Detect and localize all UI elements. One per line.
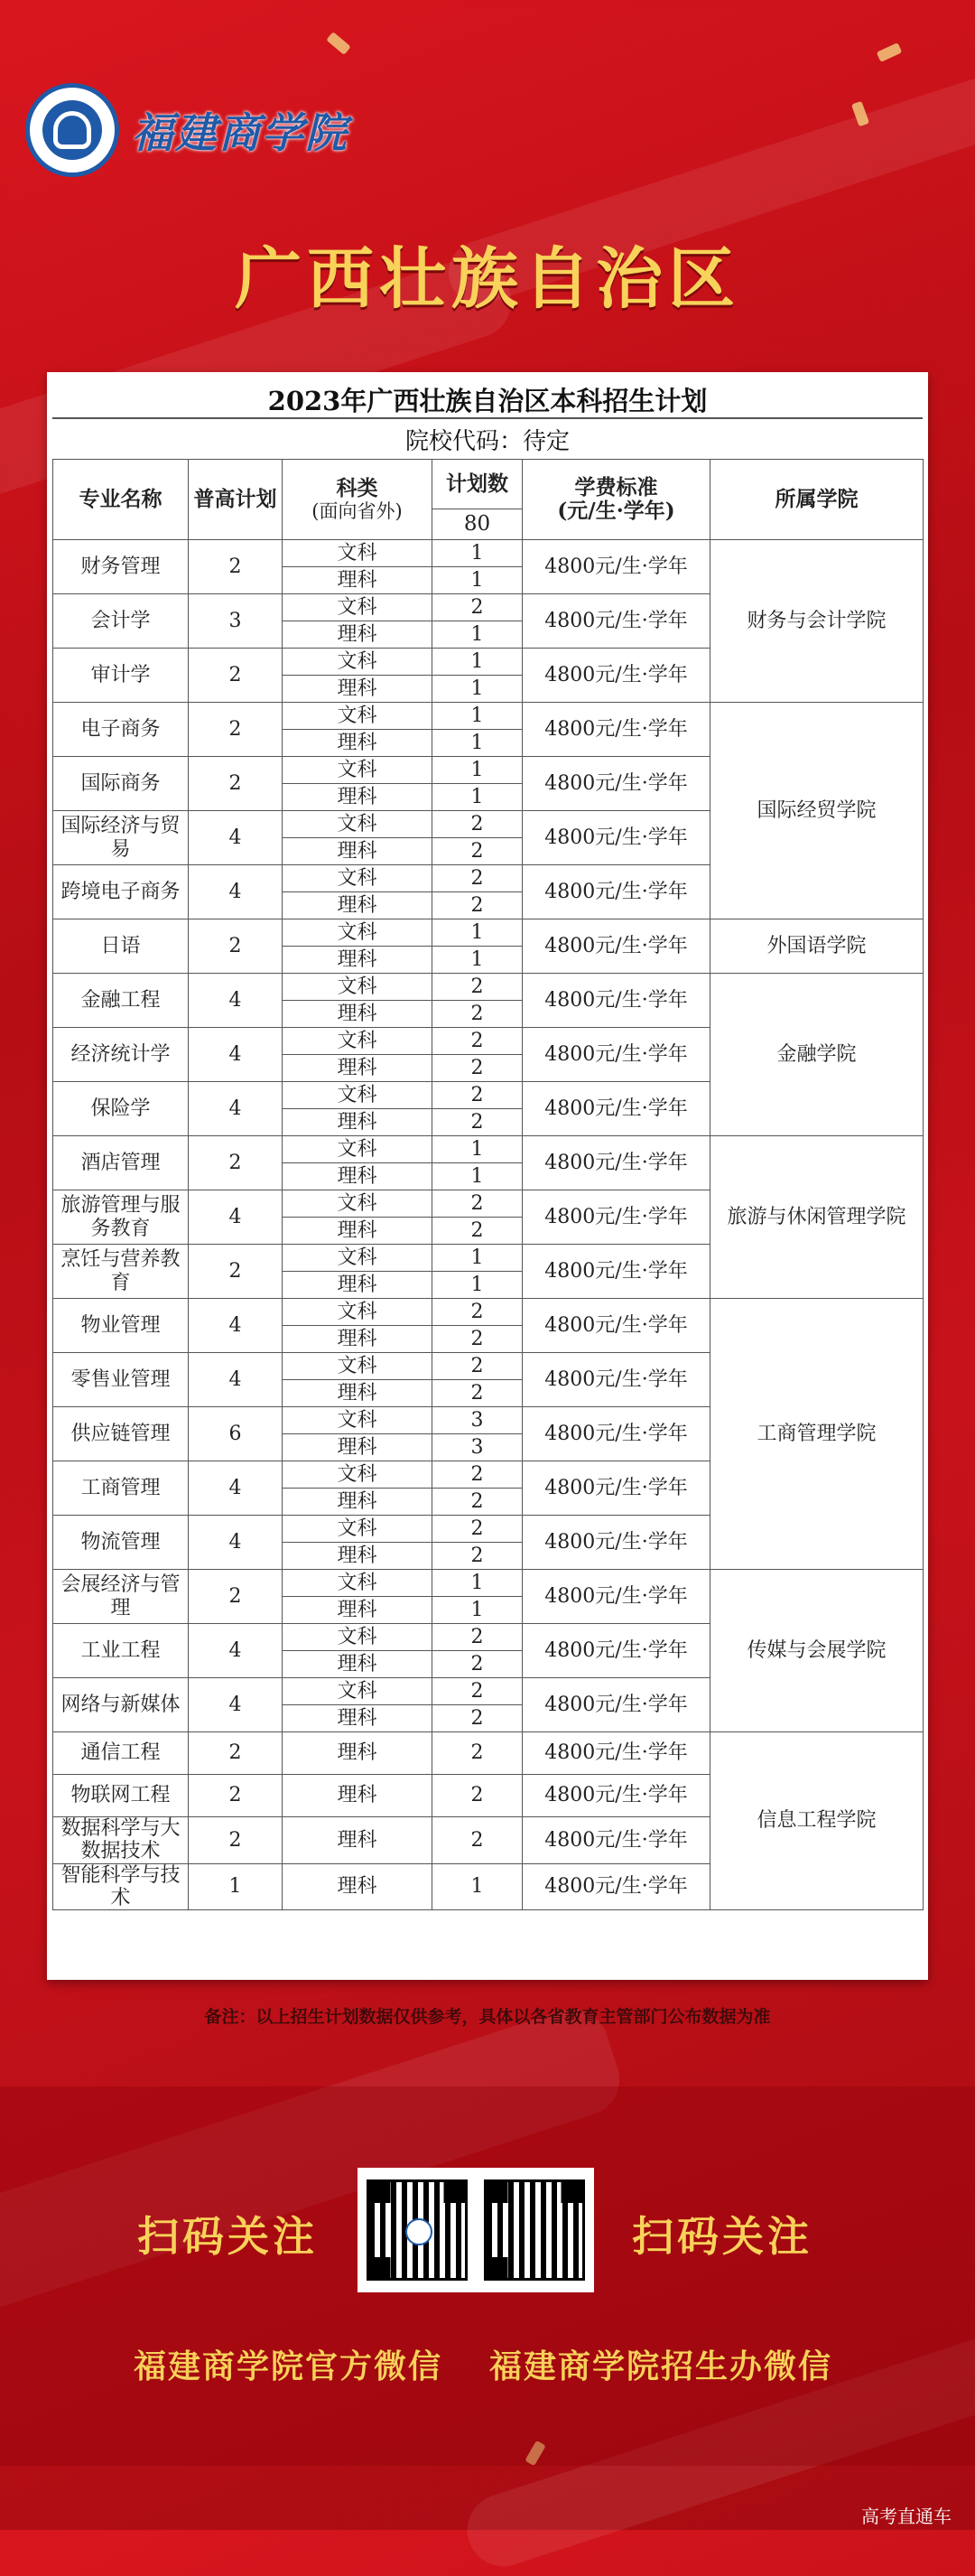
plan-count-cell: 2 [432, 1055, 523, 1082]
school-logo [25, 83, 348, 177]
tuition-cell: 4800元/生·学年 [523, 757, 710, 811]
plan-count-cell: 2 [432, 865, 523, 892]
major-name-cell: 供应链管理 [53, 1407, 189, 1461]
pugao-plan-cell: 4 [189, 1461, 283, 1516]
major-name-cell: 网络与新媒体 [53, 1678, 189, 1732]
pugao-plan-cell: 4 [189, 1082, 283, 1136]
category-cell: 理科 [283, 1272, 432, 1299]
plan-count-cell: 3 [432, 1407, 523, 1434]
qr-codes-panel [358, 2168, 594, 2292]
plan-count-cell: 2 [432, 1705, 523, 1732]
table-row [53, 974, 924, 1001]
category-cell: 文科 [283, 649, 432, 676]
major-name-cell: 零售业管理 [53, 1353, 189, 1407]
plan-count-cell: 2 [432, 1543, 523, 1570]
plan-count-cell: 2 [432, 974, 523, 1001]
confetti-decoration [326, 32, 351, 55]
major-name-cell: 通信工程 [53, 1732, 189, 1775]
major-name-cell: 日语 [53, 919, 189, 974]
plan-count-cell: 2 [432, 1353, 523, 1380]
header-category [283, 460, 432, 540]
plan-count-cell: 2 [432, 1678, 523, 1705]
tuition-cell: 4800元/生·学年 [523, 1299, 710, 1353]
pugao-plan-cell: 2 [189, 1245, 283, 1299]
plan-count-cell: 2 [432, 838, 523, 865]
category-cell: 理科 [283, 947, 432, 974]
tuition-cell: 4800元/生·学年 [523, 1732, 710, 1775]
scan-follow-left: 扫码关注 [137, 2212, 318, 2261]
category-cell: 文科 [283, 1082, 432, 1109]
major-name-cell: 国际经济与贸易 [53, 811, 189, 865]
plan-count-cell: 1 [432, 676, 523, 703]
disclaimer-note: 备注：以上招生计划数据仅供参考，具体以各省教育主管部门公布数据为准 [204, 2007, 771, 2027]
pugao-plan-cell: 2 [189, 757, 283, 811]
category-cell: 理科 [283, 1326, 432, 1353]
pugao-plan-cell: 4 [189, 974, 283, 1028]
plan-count-cell: 2 [432, 1326, 523, 1353]
plan-count-cell: 2 [432, 1817, 523, 1864]
category-cell: 文科 [283, 1190, 432, 1218]
plan-count-cell: 1 [432, 784, 523, 811]
category-cell: 理科 [283, 1732, 432, 1775]
college-cell: 财务与会计学院 [710, 540, 924, 703]
tuition-cell: 4800元/生·学年 [523, 1353, 710, 1407]
pugao-plan-cell: 4 [189, 1624, 283, 1678]
plan-count-cell: 3 [432, 1434, 523, 1461]
pugao-plan-cell: 4 [189, 1028, 283, 1082]
plan-count-cell: 1 [432, 919, 523, 947]
tuition-cell: 4800元/生·学年 [523, 1082, 710, 1136]
category-cell: 理科 [283, 1597, 432, 1624]
plan-count-cell: 1 [432, 567, 523, 594]
tuition-cell: 4800元/生·学年 [523, 1775, 710, 1817]
plan-count-cell: 1 [432, 1163, 523, 1190]
category-cell: 文科 [283, 1678, 432, 1705]
category-cell: 文科 [283, 1245, 432, 1272]
category-cell: 文科 [283, 703, 432, 730]
plan-count-cell: 2 [432, 1775, 523, 1817]
category-cell: 理科 [283, 1863, 432, 1910]
plan-count-cell: 2 [432, 594, 523, 621]
major-name-cell: 物业管理 [53, 1299, 189, 1353]
major-name-cell: 财务管理 [53, 540, 189, 594]
plan-count-cell: 1 [432, 730, 523, 757]
major-name-cell: 数据科学与大数据技术 [53, 1817, 189, 1864]
college-cell: 金融学院 [710, 974, 924, 1136]
pugao-plan-cell: 2 [189, 1570, 283, 1624]
scan-follow-right: 扫码关注 [632, 2212, 812, 2261]
header-plan-count: 计划数 [432, 460, 523, 509]
tuition-cell: 4800元/生·学年 [523, 703, 710, 757]
plan-count-cell: 2 [432, 1190, 523, 1218]
category-cell: 理科 [283, 730, 432, 757]
pugao-plan-cell: 4 [189, 1353, 283, 1407]
category-cell: 文科 [283, 594, 432, 621]
category-cell: 理科 [283, 1109, 432, 1136]
pugao-plan-cell: 4 [189, 1678, 283, 1732]
tuition-cell: 4800元/生·学年 [523, 1407, 710, 1461]
major-name-cell: 工商管理 [53, 1461, 189, 1516]
tuition-cell: 4800元/生·学年 [523, 1028, 710, 1082]
pugao-plan-cell: 2 [189, 540, 283, 594]
pugao-plan-cell: 2 [189, 1817, 283, 1864]
plan-count-cell: 2 [432, 1299, 523, 1326]
category-cell: 理科 [283, 1218, 432, 1245]
category-cell: 文科 [283, 1624, 432, 1651]
college-cell: 传媒与会展学院 [710, 1570, 924, 1732]
category-cell: 文科 [283, 811, 432, 838]
tuition-cell: 4800元/生·学年 [523, 919, 710, 974]
tuition-cell: 4800元/生·学年 [523, 1570, 710, 1624]
plan-count-cell: 1 [432, 1570, 523, 1597]
pugao-plan-cell: 4 [189, 1299, 283, 1353]
plan-title: 2023年广西壮族自治区本科招生计划 [267, 386, 708, 416]
plan-count-cell: 2 [432, 1082, 523, 1109]
header-plan-total: 80 [432, 509, 523, 540]
tuition-cell: 4800元/生·学年 [523, 1461, 710, 1516]
official-wechat-qr-icon[interactable] [367, 2179, 468, 2281]
category-cell: 理科 [283, 1163, 432, 1190]
college-cell: 信息工程学院 [710, 1732, 924, 1910]
tuition-cell: 4800元/生·学年 [523, 1817, 710, 1864]
major-name-cell: 酒店管理 [53, 1136, 189, 1190]
title-divider [52, 417, 923, 419]
plan-count-cell: 1 [432, 1245, 523, 1272]
plan-count-cell: 1 [432, 540, 523, 567]
tuition-cell: 4800元/生·学年 [523, 1136, 710, 1190]
category-cell: 文科 [283, 1407, 432, 1434]
category-cell: 理科 [283, 838, 432, 865]
major-name-cell: 跨境电子商务 [53, 865, 189, 919]
major-name-cell: 烹饪与营养教育 [53, 1245, 189, 1299]
tuition-cell: 4800元/生·学年 [523, 1678, 710, 1732]
category-cell: 文科 [283, 1461, 432, 1489]
category-cell: 理科 [283, 1380, 432, 1407]
plan-count-cell: 1 [432, 1272, 523, 1299]
plan-count-cell: 1 [432, 703, 523, 730]
category-cell: 理科 [283, 1434, 432, 1461]
tuition-cell: 4800元/生·学年 [523, 811, 710, 865]
school-code: 院校代码：待定 [404, 428, 570, 455]
table-row [53, 919, 924, 947]
category-cell: 理科 [283, 1489, 432, 1516]
plan-count-cell: 1 [432, 621, 523, 649]
confetti-decoration [877, 42, 903, 62]
region-title: 广西壮族自治区 [235, 240, 740, 318]
major-name-cell: 工业工程 [53, 1624, 189, 1678]
major-name-cell: 电子商务 [53, 703, 189, 757]
plan-count-cell: 2 [432, 811, 523, 838]
tuition-cell: 4800元/生·学年 [523, 594, 710, 649]
pugao-plan-cell: 6 [189, 1407, 283, 1461]
tuition-cell: 4800元/生·学年 [523, 865, 710, 919]
plan-count-cell: 2 [432, 1516, 523, 1543]
pugao-plan-cell: 2 [189, 1775, 283, 1817]
table-row [53, 1732, 924, 1775]
table-row [53, 1570, 924, 1597]
header-category-sub: (面向省外) [311, 500, 403, 523]
major-name-cell: 经济统计学 [53, 1028, 189, 1082]
header-college: 所属学院 [710, 460, 924, 540]
plan-count-cell: 1 [432, 649, 523, 676]
header-tuition-label: 学费标准 [574, 474, 658, 499]
category-cell: 理科 [283, 1705, 432, 1732]
category-cell: 理科 [283, 784, 432, 811]
plan-count-cell: 2 [432, 1624, 523, 1651]
plan-count-cell: 2 [432, 1732, 523, 1775]
header-pugao-plan: 普高计划 [189, 460, 283, 540]
pugao-plan-cell: 4 [189, 811, 283, 865]
major-name-cell: 会计学 [53, 594, 189, 649]
college-cell: 工商管理学院 [710, 1299, 924, 1570]
enrollment-plan-card [47, 372, 928, 1980]
category-cell: 文科 [283, 1516, 432, 1543]
plan-count-cell: 2 [432, 1218, 523, 1245]
school-name-logo-text: 福建商学院 [132, 108, 348, 157]
plan-count-cell: 1 [432, 757, 523, 784]
category-cell: 理科 [283, 1817, 432, 1864]
category-cell: 文科 [283, 1353, 432, 1380]
category-cell: 文科 [283, 757, 432, 784]
pugao-plan-cell: 2 [189, 649, 283, 703]
plan-count-cell: 1 [432, 1597, 523, 1624]
pugao-plan-cell: 1 [189, 1863, 283, 1910]
category-cell: 理科 [283, 567, 432, 594]
plan-count-cell: 2 [432, 1461, 523, 1489]
college-cell: 国际经贸学院 [710, 703, 924, 919]
category-cell: 文科 [283, 1570, 432, 1597]
major-name-cell: 会展经济与管理 [53, 1570, 189, 1624]
tuition-cell: 4800元/生·学年 [523, 649, 710, 703]
watermark: 高考直通车 [861, 2506, 952, 2527]
tuition-cell: 4800元/生·学年 [523, 1863, 710, 1910]
official-wechat-label: 福建商学院官方微信 [134, 2348, 443, 2385]
pugao-plan-cell: 2 [189, 1136, 283, 1190]
pugao-plan-cell: 4 [189, 865, 283, 919]
major-name-cell: 物流管理 [53, 1516, 189, 1570]
category-cell: 理科 [283, 1543, 432, 1570]
pugao-plan-cell: 3 [189, 594, 283, 649]
school-seal-icon [25, 83, 119, 177]
category-cell: 理科 [283, 1775, 432, 1817]
category-cell: 文科 [283, 974, 432, 1001]
tuition-cell: 4800元/生·学年 [523, 1190, 710, 1245]
pugao-plan-cell: 2 [189, 1732, 283, 1775]
tuition-cell: 4800元/生·学年 [523, 1245, 710, 1299]
tuition-cell: 4800元/生·学年 [523, 540, 710, 594]
category-cell: 文科 [283, 540, 432, 567]
pugao-plan-cell: 2 [189, 919, 283, 974]
major-name-cell: 物联网工程 [53, 1775, 189, 1817]
plan-count-cell: 2 [432, 1109, 523, 1136]
plan-count-cell: 2 [432, 1489, 523, 1516]
plan-count-cell: 2 [432, 1001, 523, 1028]
admissions-wechat-label: 福建商学院招生办微信 [489, 2348, 833, 2385]
plan-count-cell: 2 [432, 1380, 523, 1407]
table-row [53, 540, 924, 567]
header-tuition-sub: (元/生·学年) [557, 499, 675, 523]
college-cell: 旅游与休闲管理学院 [710, 1136, 924, 1299]
major-name-cell: 智能科学与技术 [53, 1863, 189, 1910]
category-cell: 理科 [283, 1001, 432, 1028]
admissions-wechat-qr-icon[interactable] [484, 2179, 585, 2281]
table-row [53, 1299, 924, 1326]
pugao-plan-cell: 4 [189, 1190, 283, 1245]
table-row [53, 703, 924, 730]
tuition-cell: 4800元/生·学年 [523, 974, 710, 1028]
plan-count-cell: 2 [432, 892, 523, 919]
plan-count-cell: 2 [432, 1651, 523, 1678]
plan-count-cell: 2 [432, 1028, 523, 1055]
enrollment-plan-table [52, 459, 924, 1910]
plan-count-cell: 1 [432, 1863, 523, 1910]
category-cell: 文科 [283, 1136, 432, 1163]
major-name-cell: 旅游管理与服务教育 [53, 1190, 189, 1245]
college-cell: 外国语学院 [710, 919, 924, 974]
category-cell: 文科 [283, 1028, 432, 1055]
category-cell: 文科 [283, 865, 432, 892]
category-cell: 理科 [283, 1055, 432, 1082]
category-cell: 文科 [283, 919, 432, 947]
category-cell: 理科 [283, 1651, 432, 1678]
table-row [53, 1136, 924, 1163]
header-category-label: 科类 [336, 475, 378, 500]
category-cell: 理科 [283, 892, 432, 919]
header-major: 专业名称 [53, 460, 189, 540]
pugao-plan-cell: 2 [189, 703, 283, 757]
major-name-cell: 保险学 [53, 1082, 189, 1136]
tuition-cell: 4800元/生·学年 [523, 1516, 710, 1570]
header-tuition [523, 460, 710, 540]
major-name-cell: 国际商务 [53, 757, 189, 811]
major-name-cell: 审计学 [53, 649, 189, 703]
major-name-cell: 金融工程 [53, 974, 189, 1028]
plan-count-cell: 1 [432, 1136, 523, 1163]
category-cell: 理科 [283, 621, 432, 649]
tuition-cell: 4800元/生·学年 [523, 1624, 710, 1678]
plan-count-cell: 1 [432, 947, 523, 974]
pugao-plan-cell: 4 [189, 1516, 283, 1570]
category-cell: 理科 [283, 676, 432, 703]
category-cell: 文科 [283, 1299, 432, 1326]
